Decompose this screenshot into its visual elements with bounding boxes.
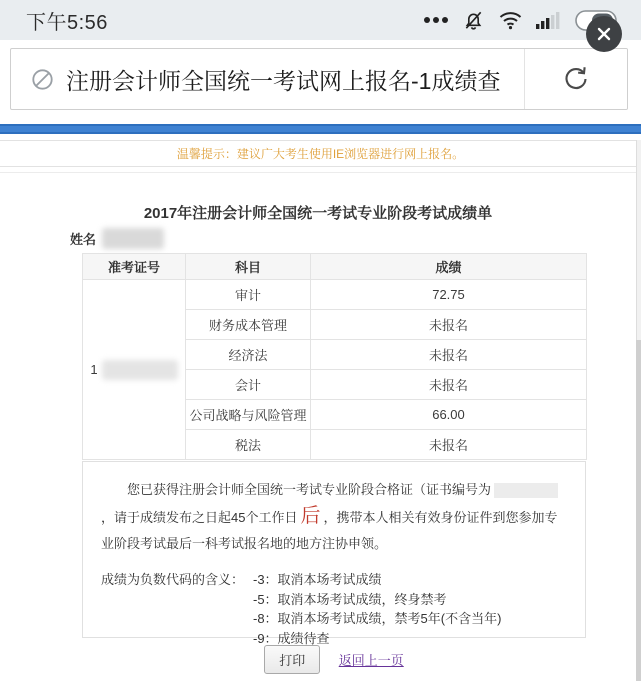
legend-label: 成绩为负数代码的含义： bbox=[101, 572, 245, 587]
certificate-paragraph bbox=[101, 477, 567, 557]
header-ticket: 准考证号 bbox=[83, 254, 186, 280]
legend-item: -9：成绩待查 bbox=[253, 630, 330, 646]
score-table bbox=[82, 253, 587, 460]
table-row bbox=[83, 280, 587, 310]
subject-cell: 公司战略与风险管理 bbox=[186, 400, 311, 430]
address-bar-row bbox=[0, 40, 641, 124]
legend-items bbox=[253, 570, 501, 648]
score-cell: 66.00 bbox=[311, 400, 587, 430]
legend-item: -8：取消本场考试成绩，禁考5年(不含当年) bbox=[253, 611, 502, 626]
certificate-text-part2: ，请于成绩发布之日起45个工作日 bbox=[101, 510, 298, 525]
legend-item: -3：取消本场考试成绩 bbox=[253, 572, 382, 587]
certificate-highlight-char: 后 bbox=[300, 505, 321, 527]
wifi-icon bbox=[498, 10, 523, 30]
print-button[interactable]: 打印 bbox=[264, 645, 320, 674]
page-progress-bar bbox=[0, 124, 641, 134]
divider-line bbox=[0, 172, 641, 173]
subject-cell: 审计 bbox=[186, 280, 311, 310]
table-header-row bbox=[83, 254, 587, 280]
certificate-info-box bbox=[82, 461, 586, 646]
address-bar-text[interactable]: 注册会计师全国统一考试网上报名-1成绩查 bbox=[66, 67, 501, 94]
refresh-icon[interactable] bbox=[525, 49, 627, 109]
ticket-prefix: 1 bbox=[90, 362, 98, 377]
more-dots-icon bbox=[423, 16, 449, 24]
notice-band bbox=[0, 140, 641, 167]
score-cell: 未报名 bbox=[311, 370, 587, 400]
header-subject: 科目 bbox=[186, 254, 311, 280]
ticket-number-cell bbox=[83, 280, 186, 460]
redacted-name-value bbox=[102, 228, 164, 249]
bell-muted-icon bbox=[462, 9, 485, 32]
status-bar bbox=[0, 0, 641, 40]
back-link[interactable]: 返回上一页 bbox=[338, 653, 404, 668]
score-cell: 未报名 bbox=[311, 430, 587, 460]
certificate-text-part3: ，携带本人相关有效身份证件到您参加专业阶段考试最后一科考试报名地的地方注协申领。 bbox=[101, 510, 558, 551]
name-row bbox=[70, 228, 164, 249]
redacted-certificate-number bbox=[494, 483, 558, 498]
close-icon[interactable] bbox=[586, 16, 622, 52]
score-cell: 72.75 bbox=[311, 280, 587, 310]
legend-item: -5：取消本场考试成绩，终身禁考 bbox=[253, 591, 447, 607]
subject-cell: 经济法 bbox=[186, 340, 311, 370]
notice-text: 温馨提示：建议广大考生使用IE浏览器进行网上报名。 bbox=[176, 147, 465, 161]
redacted-ticket-number bbox=[102, 360, 178, 380]
address-bar[interactable] bbox=[10, 48, 628, 110]
scrollbar-track[interactable] bbox=[636, 140, 641, 681]
negative-code-legend bbox=[101, 570, 567, 648]
page-title: 2017年注册会计师全国统一考试专业阶段考试成绩单 bbox=[143, 205, 493, 222]
subject-cell: 财务成本管理 bbox=[186, 310, 311, 340]
clock: 下午5:56 bbox=[26, 11, 108, 34]
subject-cell: 会计 bbox=[186, 370, 311, 400]
score-cell: 未报名 bbox=[311, 310, 587, 340]
score-cell: 未报名 bbox=[311, 340, 587, 370]
subject-cell: 税法 bbox=[186, 430, 311, 460]
actions-row bbox=[82, 645, 586, 674]
globe-icon bbox=[31, 68, 54, 91]
name-label: 姓名 bbox=[70, 232, 97, 247]
scrollbar-thumb[interactable] bbox=[636, 340, 641, 681]
header-score: 成绩 bbox=[311, 254, 587, 280]
certificate-text-part1: 您已获得注册会计师全国统一考试专业阶段合格证（证书编号为 bbox=[127, 482, 492, 497]
signal-bars-icon bbox=[536, 11, 562, 29]
